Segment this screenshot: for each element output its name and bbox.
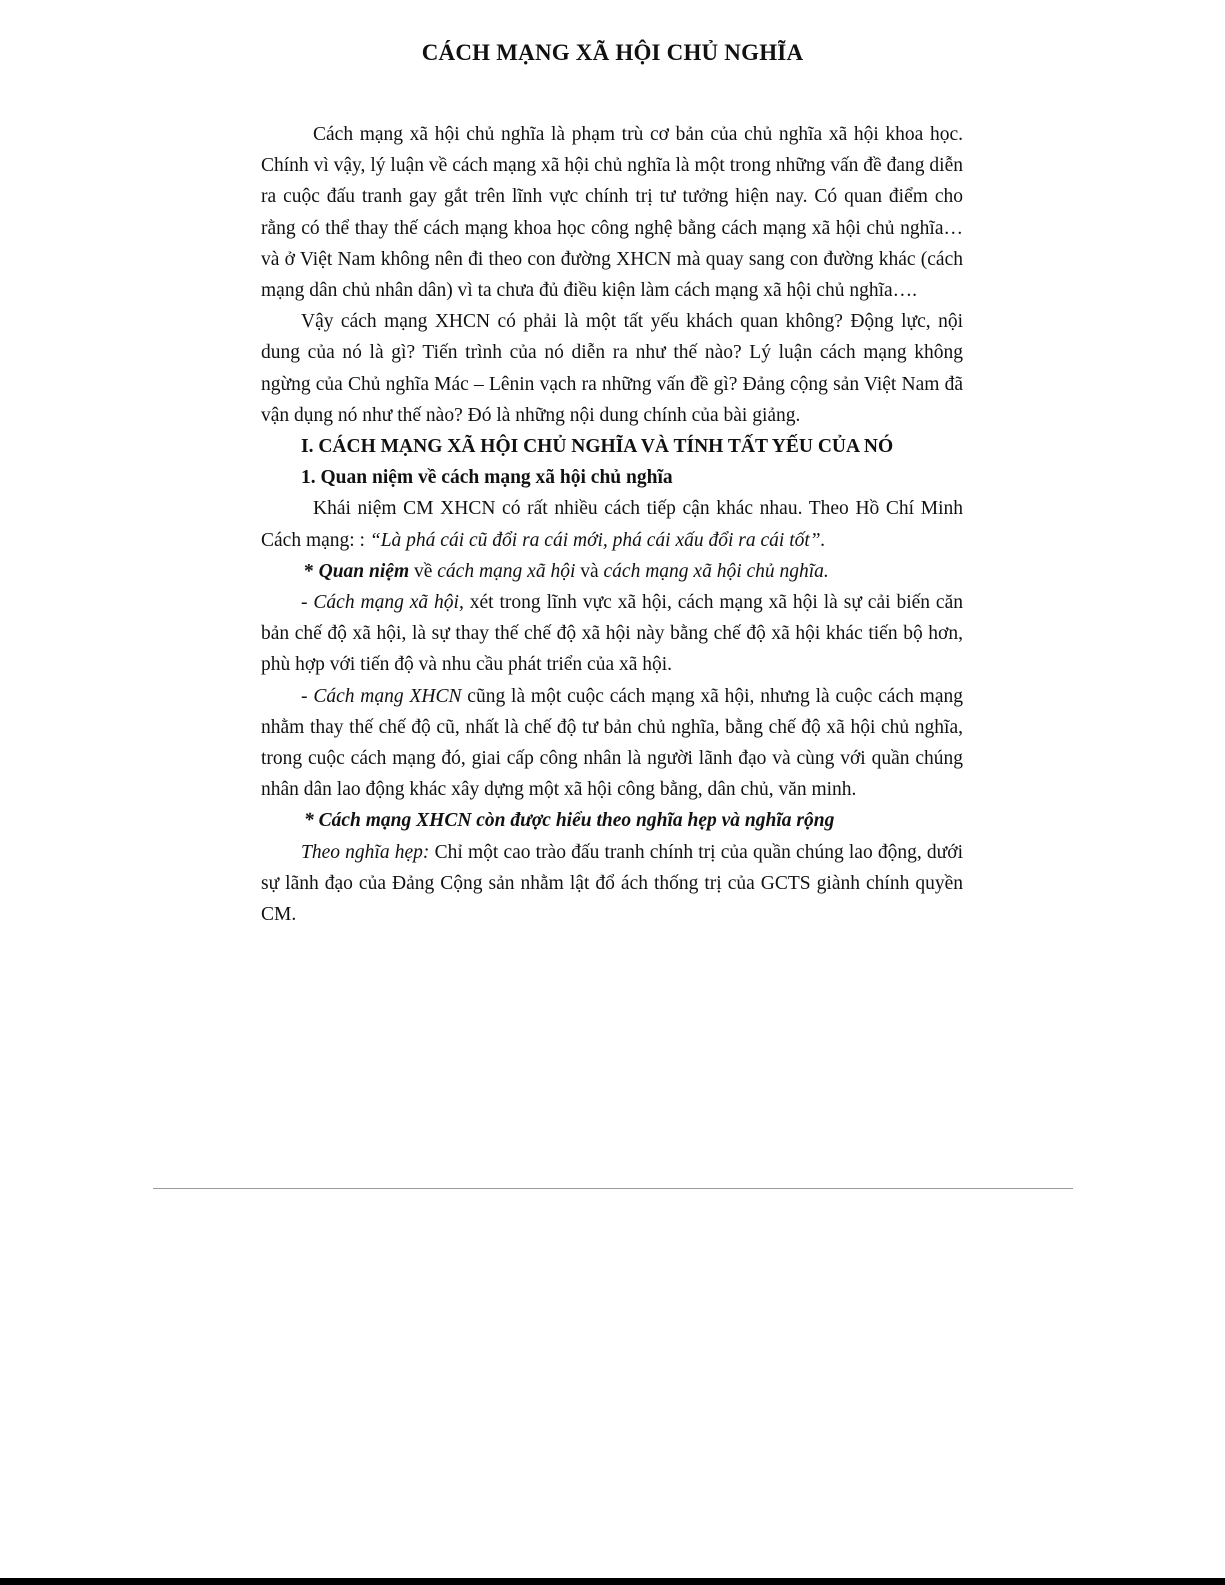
document-title: CÁCH MẠNG XÃ HỘI CHỦ NGHĨA	[421, 40, 804, 65]
paragraph-socialist-revolution	[261, 681, 963, 806]
narrow-sense-text: Chỉ một cao trào đấu tranh chính trị của quần chúng lao động, dưới sự lãnh đạo của Đảng Cộng sản nhằm lật đổ ách thống trị của GCTS giành chính quyền CM.	[261, 841, 963, 926]
narrow-sense-term: Theo nghĩa hẹp:	[301, 841, 430, 863]
social-revolution-term: Cách mạng xã hội,	[313, 592, 464, 614]
horizontal-divider	[153, 1188, 1073, 1189]
quan-niem-text-1: về	[409, 560, 438, 582]
socialist-revolution-text: cũng là một cuộc cách mạng xã hội, nhưng là cuộc cách mạng nhằm thay thế chế độ cũ, nhất là chế độ tư bản chủ nghĩa, bằng chế độ xã hội chủ nghĩa, trong cuộc cách mạng đó, giai cấp công nhân là người lãnh đạo và cùng với quần chúng nhân dân lao động khác xây dựng một xã hội công bằng, dân chủ, văn minh.	[261, 685, 964, 801]
quan-niem-term-1: cách mạng xã hội	[437, 560, 576, 582]
star-marker: *	[304, 560, 319, 582]
subsection-heading: 1. Quan niệm về cách mạng xã hội chủ nghĩa	[301, 467, 673, 489]
document-body	[261, 119, 963, 930]
paragraph-social-revolution	[261, 587, 963, 681]
quan-niem-label: Quan niệm	[318, 560, 410, 582]
paragraph-concept	[261, 493, 963, 555]
dash-marker: -	[301, 592, 314, 614]
narrow-broad-heading: * Cách mạng XHCN còn được hiểu theo nghĩa hẹp và nghĩa rộng	[304, 810, 835, 832]
paragraph-intro: Cách mạng xã hội chủ nghĩa là phạm trù cơ bản của chủ nghĩa xã hội khoa học. Chính vì vậy, lý luận về cách mạng xã hội chủ nghĩa là một trong những vấn đề đang diễn ra cuộc đấu tranh gay gắt trên lĩnh vực chính trị tư tưởng hiện nay. Có quan điểm cho rằng có thể thay thế cách mạng khoa học công nghệ bằng cách mạng xã hội chủ nghĩa…và ở Việt Nam không nên đi theo con đường XHCN mà quay sang con đường khác (cách mạng dân chủ nhân dân) vì ta chưa đủ điều kiện làm cách mạng xã hội chủ nghĩa….	[261, 124, 963, 302]
bottom-edge-bar	[0, 1578, 1225, 1585]
paragraph-questions: Vậy cách mạng XHCN có phải là một tất yếu khách quan không? Động lực, nội dung của nó là gì? Tiến trình của nó diễn ra như thế nào? Lý luận cách mạng không ngừng của Chủ nghĩa Mác – Lênin vạch ra những vấn đề gì? Đảng cộng sản Việt Nam đã vận dụng nó như thế nào? Đó là những nội dung chính của bài giảng.	[261, 311, 963, 426]
socialist-revolution-term: Cách mạng XHCN	[313, 685, 462, 707]
section-heading: I. CÁCH MẠNG XÃ HỘI CHỦ NGHĨA VÀ TÍNH TẤT YẾU CỦA NÓ	[301, 436, 894, 458]
dash-marker: -	[301, 685, 314, 707]
concept-text: Khái niệm CM XHCN có rất nhiều cách tiếp cận khác nhau. Theo Hồ Chí Minh Cách mạng: :	[261, 498, 963, 551]
quan-niem-text-2: và	[575, 560, 604, 582]
quan-niem-term-2: cách mạng xã hội chủ nghĩa.	[603, 560, 829, 582]
ho-chi-minh-quote: “Là phá cái cũ đổi ra cái mới, phá cái xấu đổi ra cái tốt”.	[369, 529, 826, 551]
paragraph-narrow-sense	[261, 837, 963, 931]
social-revolution-text: xét trong lĩnh vực xã hội, cách mạng xã hội là sự cải biến căn bản chế độ xã hội, là sự thay thế chế độ xã hội này bằng chế độ xã hội khác tiến bộ hơn, phù hợp với tiến độ và nhu cầu phát triển của xã hội.	[261, 592, 963, 676]
paragraph-quan-niem	[261, 556, 963, 587]
